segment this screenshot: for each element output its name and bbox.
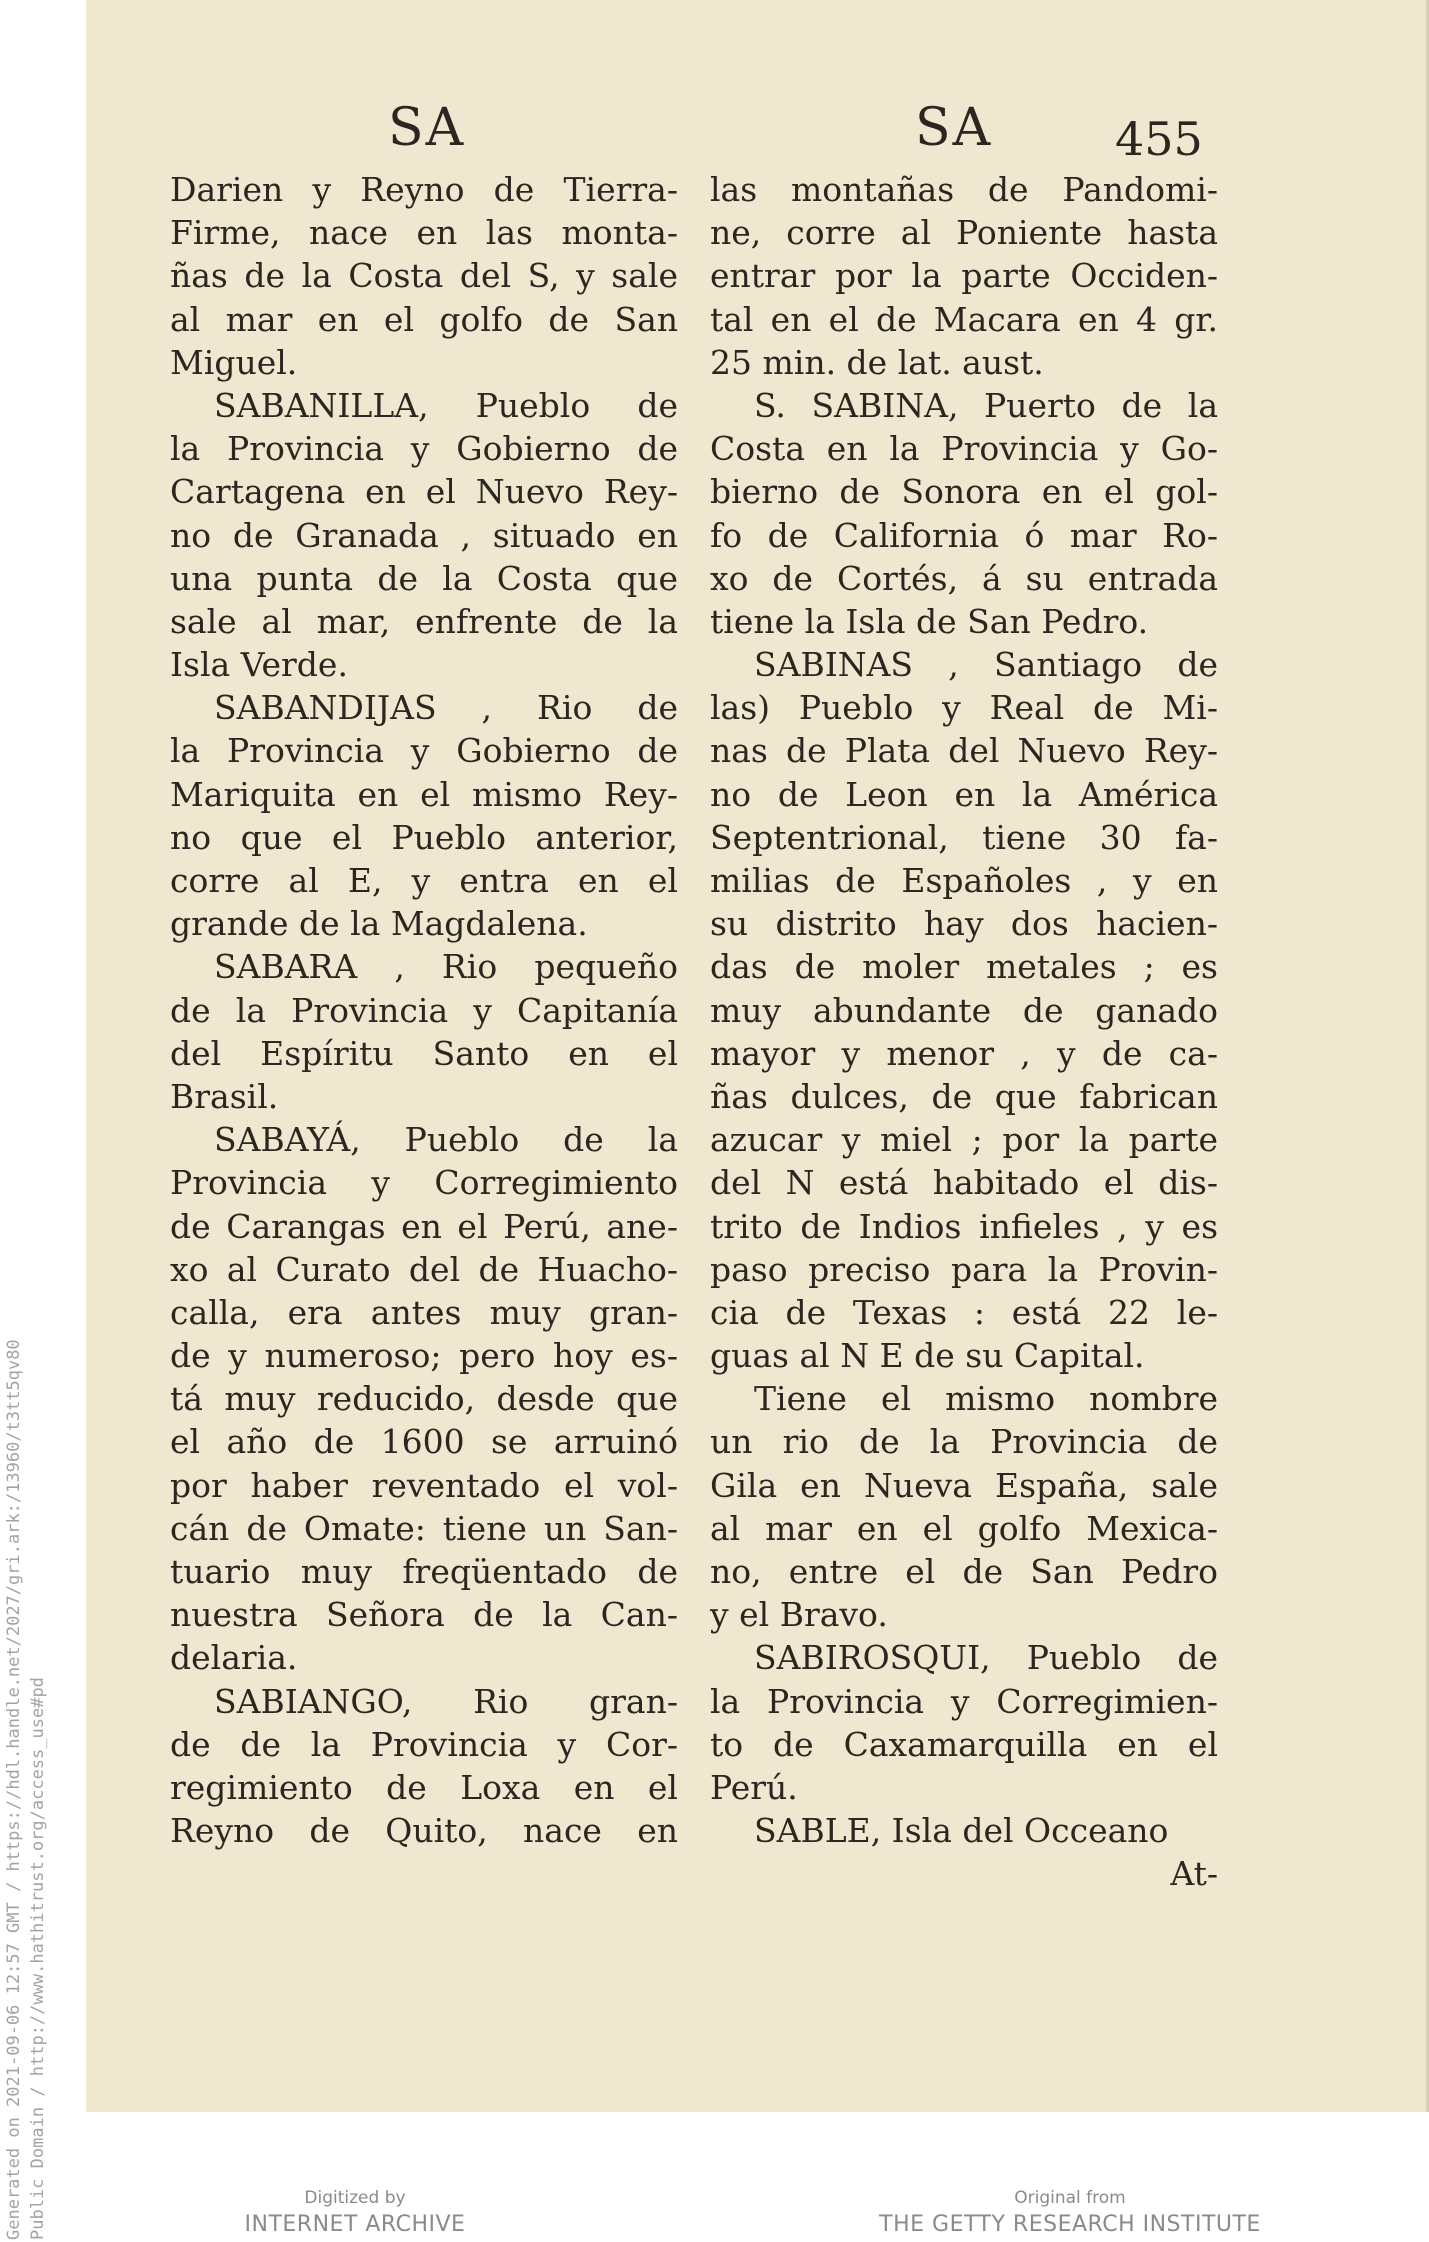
text-line: la Provincia y Gobierno de [170, 731, 678, 771]
text-line: al mar en el golfo Mexica- [710, 1508, 1218, 1548]
page-number: 455 [1115, 112, 1203, 166]
text-line: xo al Curato del de Huacho- [170, 1249, 678, 1289]
text-line: una punta de la Costa que [170, 558, 678, 598]
text-line: guas al N E de su Capital. [710, 1336, 1145, 1376]
text-line: un rio de la Provincia de [710, 1422, 1218, 1462]
text-line: trito de Indios infieles , y es [710, 1206, 1218, 1246]
text-line: paso preciso para la Provin- [710, 1249, 1218, 1289]
text-line: Firme, nace en las monta- [170, 213, 678, 253]
text-line: calla, era antes muy gran- [170, 1292, 678, 1332]
text-line: tiene la Isla de San Pedro. [710, 601, 1149, 641]
text-line: Costa en la Provincia y Go- [710, 429, 1218, 469]
text-line: corre al E, y entra en el [170, 861, 678, 900]
text-line: cia de Texas : está 22 le- [710, 1292, 1218, 1332]
text-line: 25 min. de lat. aust. [710, 342, 1044, 382]
text-line: tá muy reducido, desde que [170, 1379, 678, 1419]
text-line: no, entre el de San Pedro [710, 1552, 1218, 1591]
text-line: nuestra Señora de la Can- [170, 1595, 678, 1635]
text-line: Provincia y Corregimiento [170, 1163, 678, 1203]
text-line: no que el Pueblo anterior, [170, 817, 678, 857]
text-line: grande de la Magdalena. [170, 904, 588, 944]
right-running-head: SA [915, 98, 993, 158]
text-line: del N está habitado el dis- [710, 1163, 1218, 1203]
text-line: fo de California ó mar Ro- [710, 515, 1218, 555]
text-line: la Provincia y Corregimien- [710, 1681, 1218, 1721]
text-line: muy abundante de ganado [710, 990, 1218, 1030]
text-line: la Provincia y Gobierno de [170, 429, 678, 469]
text-line: SABARA , Rio pequeño [214, 947, 678, 987]
text-line: ñas de la Costa del S, y sale [170, 256, 678, 296]
text-line: al mar en el golfo de San [170, 299, 678, 339]
text-line: Brasil. [170, 1076, 279, 1116]
text-line: las montañas de Pandomi- [710, 170, 1218, 209]
text-line: SABANILLA, Pueblo de [214, 385, 678, 425]
text-line: Isla Verde. [170, 645, 348, 685]
left-running-head: SA [388, 98, 466, 158]
getty-label: THE GETTY RESEARCH INSTITUTE [879, 2212, 1261, 2237]
text-line: xo de Cortés, á su entrada [710, 558, 1218, 598]
text-line: el año de 1600 se arruinó [170, 1422, 678, 1462]
text-line: Septentrional, tiene 30 fa- [710, 817, 1218, 857]
text-line: Darien y Reyno de Tierra- [170, 170, 678, 209]
text-line: Reyno de Quito, nace en [170, 1811, 678, 1851]
text-line: cán de Omate: tiene un San- [170, 1508, 678, 1548]
text-line: tuario muy freqüentado de [170, 1552, 678, 1591]
digitized-by-label: Digitized by [304, 2188, 406, 2208]
right-column-text [710, 168, 1218, 1896]
text-line: de de la Provincia y Cor- [170, 1724, 678, 1764]
text-line: Miguel. [170, 342, 298, 382]
text-line: S. SABINA, Puerto de la [754, 385, 1218, 425]
text-line: At- [1170, 1854, 1218, 1894]
text-line: bierno de Sonora en el gol- [710, 472, 1218, 512]
text-line: su distrito hay dos hacien- [710, 904, 1218, 944]
text-line: del Espíritu Santo en el [170, 1033, 678, 1073]
text-line: de y numeroso; pero hoy es- [170, 1336, 678, 1376]
text-line: y el Bravo. [710, 1595, 888, 1635]
text-line: regimiento de Loxa en el [170, 1767, 678, 1807]
text-line: SABLE, Isla del Occeano [754, 1811, 1169, 1851]
text-line: de la Provincia y Capitanía [170, 990, 678, 1030]
text-line: SABANDIJAS , Rio de [214, 688, 678, 728]
text-line: Mariquita en el mismo Rey- [170, 774, 678, 814]
text-line: no de Leon en la América [710, 774, 1218, 814]
text-line: sale al mar, enfrente de la [170, 601, 678, 641]
text-line: por haber reventado el vol- [170, 1465, 678, 1505]
left-column-text [170, 168, 678, 1852]
text-line: nas de Plata del Nuevo Rey- [710, 731, 1218, 771]
text-line: no de Granada , situado en [170, 515, 678, 555]
text-line: Tiene el mismo nombre [754, 1379, 1218, 1419]
footer-original [770, 2188, 1370, 2237]
watermark-rights: Public Domain / http://www.hathitrust.org/access_use#pd [28, 1677, 48, 2240]
text-line: SABAYÁ, Pueblo de la [214, 1120, 678, 1160]
text-line: SABIROSQUI, Pueblo de [754, 1638, 1218, 1678]
text-line: mayor y menor , y de ca- [710, 1033, 1218, 1073]
text-line: azucar y miel ; por la parte [710, 1120, 1218, 1160]
text-line: ne, corre al Poniente hasta [710, 213, 1218, 253]
text-line: SABINAS , Santiago de [754, 645, 1218, 685]
text-line: delaria. [170, 1638, 298, 1678]
text-line: Perú. [710, 1767, 798, 1807]
watermark-gutter [0, 1080, 60, 2240]
text-line: Gila en Nueva España, sale [710, 1465, 1218, 1505]
watermark-generated: Generated on 2021-09-06 12:57 GMT / https://hdl.handle.net/2027/gri.ark:/13960/t3tt5qv80 [4, 1339, 24, 2240]
footer-digitized [55, 2188, 655, 2237]
text-line: to de Caxamarquilla en el [710, 1724, 1218, 1764]
text-line: Cartagena en el Nuevo Rey- [170, 472, 678, 512]
original-from-label: Original from [1014, 2188, 1126, 2208]
text-line: milias de Españoles , y en [710, 861, 1218, 900]
text-line: de Carangas en el Perú, ane- [170, 1206, 678, 1246]
text-line: entrar por la parte Occiden- [710, 256, 1218, 296]
text-line: tal en el de Macara en 4 gr. [710, 299, 1218, 339]
text-line: das de moler metales ; es [710, 947, 1218, 987]
text-line: SABIANGO, Rio gran- [214, 1681, 678, 1721]
internet-archive-label: INTERNET ARCHIVE [244, 2212, 466, 2237]
text-line: las) Pueblo y Real de Mi- [710, 688, 1218, 728]
text-line: ñas dulces, de que fabrican [710, 1076, 1218, 1116]
